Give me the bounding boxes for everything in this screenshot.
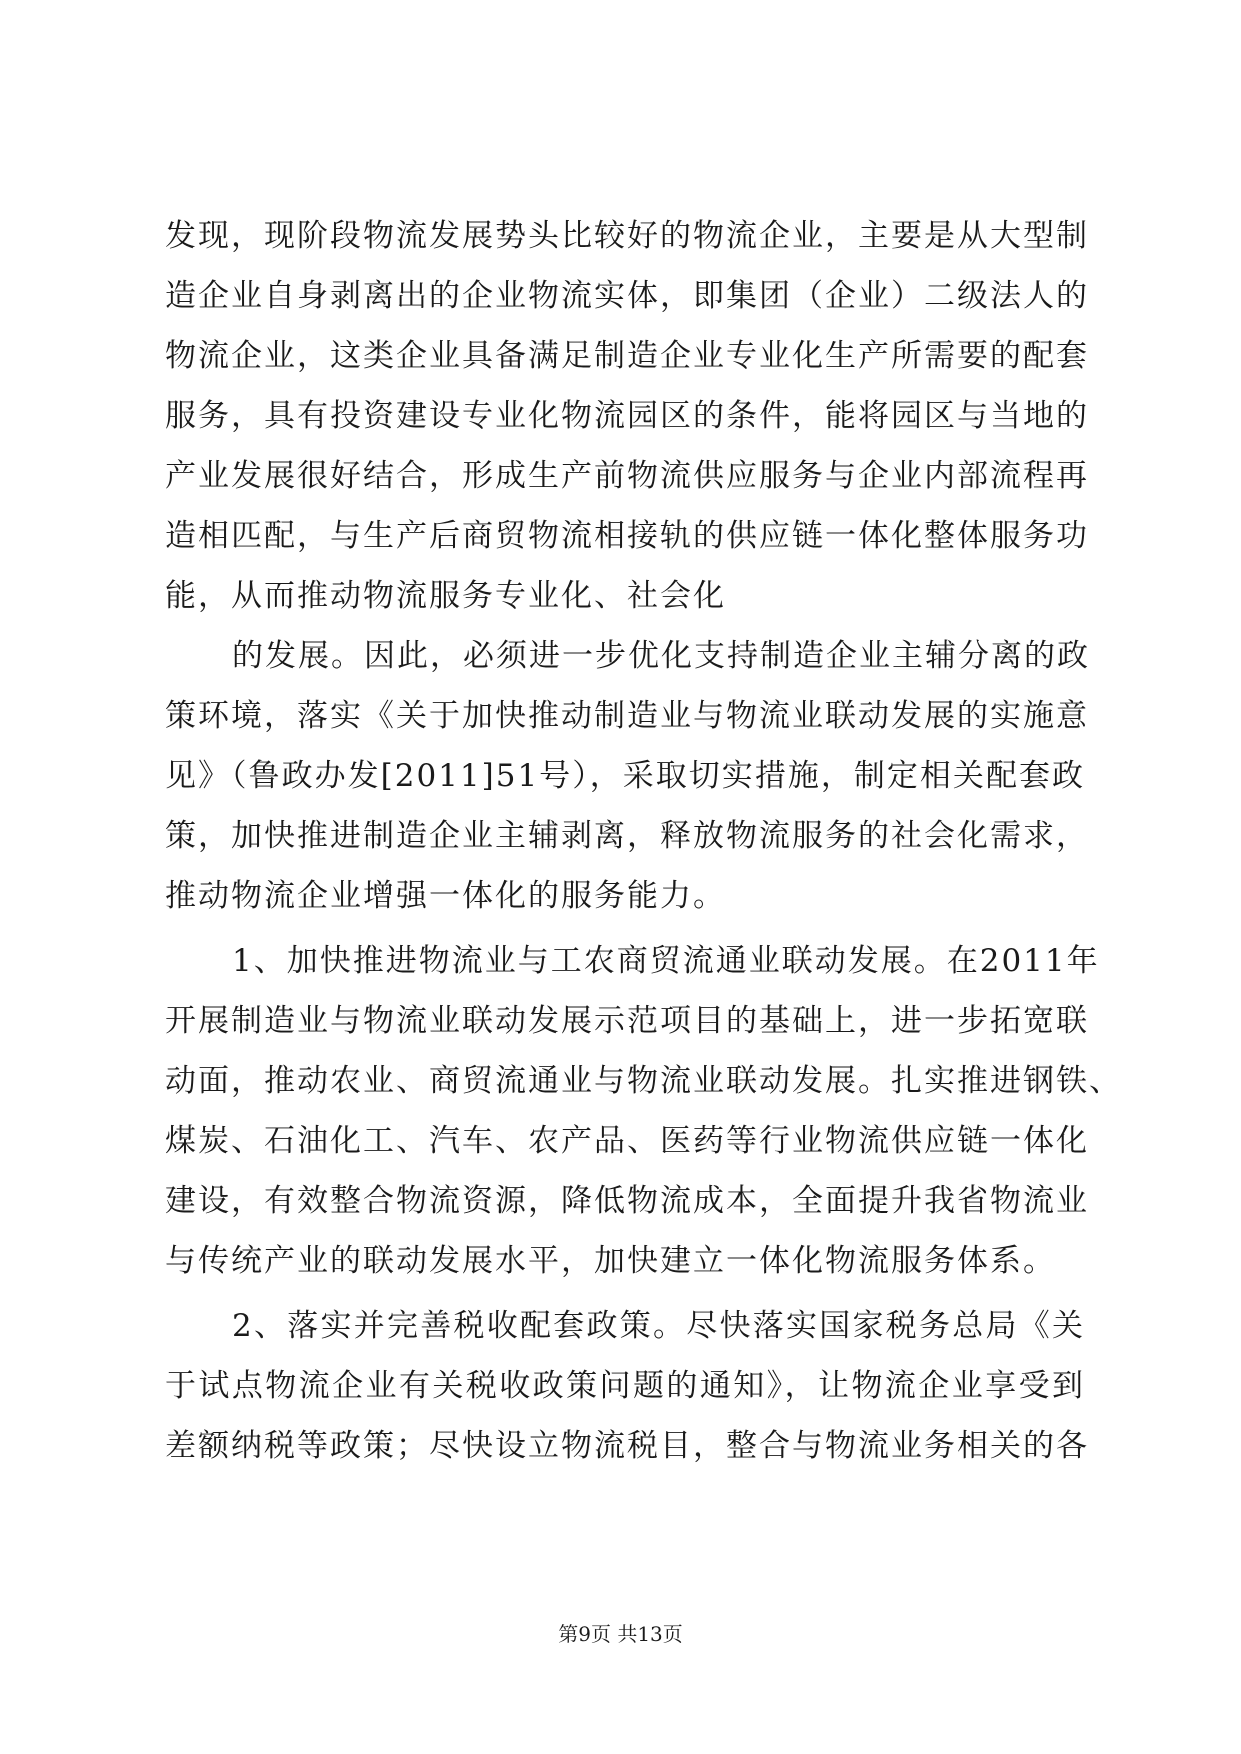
body-text-line: 策，加快推进制造企业主辅剥离，释放物流服务的社会化需求，	[165, 818, 1089, 854]
body-text-line: 2、落实并完善税收配套政策。尽快落实国家税务总局《关	[232, 1308, 1085, 1344]
body-text-line: 见》（鲁政办发[2011]51号），采取切实措施，制定相关配套政	[165, 758, 1085, 794]
body-text-line: 差额纳税等政策；尽快设立物流税目，整合与物流业务相关的各	[165, 1428, 1089, 1464]
body-text-line: 产业发展很好结合，形成生产前物流供应服务与企业内部流程再	[165, 458, 1089, 494]
body-text-line: 与传统产业的联动发展水平，加快建立一体化物流服务体系。	[165, 1243, 1056, 1279]
body-text-line: 1、加快推进物流业与工农商贸流通业联动发展。在2011年	[232, 943, 1100, 979]
body-text-line: 物流企业，这类企业具备满足制造企业专业化生产所需要的配套	[165, 338, 1089, 374]
body-text-line: 推动物流企业增强一体化的服务能力。	[165, 878, 726, 914]
body-text-line: 的发展。因此，必须进一步优化支持制造企业主辅分离的政	[232, 638, 1090, 674]
body-text-line: 于试点物流企业有关税收政策问题的通知》，让物流企业享受到	[165, 1368, 1085, 1404]
body-text-line: 造相匹配，与生产后商贸物流相接轨的供应链一体化整体服务功	[165, 518, 1089, 554]
body-text-line: 开展制造业与物流业联动发展示范项目的基础上，进一步拓宽联	[165, 1003, 1089, 1039]
body-text-line: 能，从而推动物流服务专业化、社会化	[165, 578, 726, 614]
body-text-line: 服务，具有投资建设专业化物流园区的条件，能将园区与当地的	[165, 398, 1089, 434]
body-text-line: 发现，现阶段物流发展势头比较好的物流企业，主要是从大型制	[165, 218, 1089, 254]
body-text-line: 煤炭、石油化工、汽车、农产品、医药等行业物流供应链一体化	[165, 1123, 1089, 1159]
body-text-line: 动面，推动农业、商贸流通业与物流业联动发展。扎实推进钢铁、	[165, 1063, 1122, 1099]
body-text-line: 建设，有效整合物流资源，降低物流成本，全面提升我省物流业	[165, 1183, 1089, 1219]
body-text-line: 造企业自身剥离出的企业物流实体，即集团（企业）二级法人的	[165, 278, 1089, 314]
body-text-line: 策环境，落实《关于加快推动制造业与物流业联动发展的实施意	[165, 698, 1089, 734]
page-number-footer: 第9页 共13页	[558, 1622, 683, 1646]
